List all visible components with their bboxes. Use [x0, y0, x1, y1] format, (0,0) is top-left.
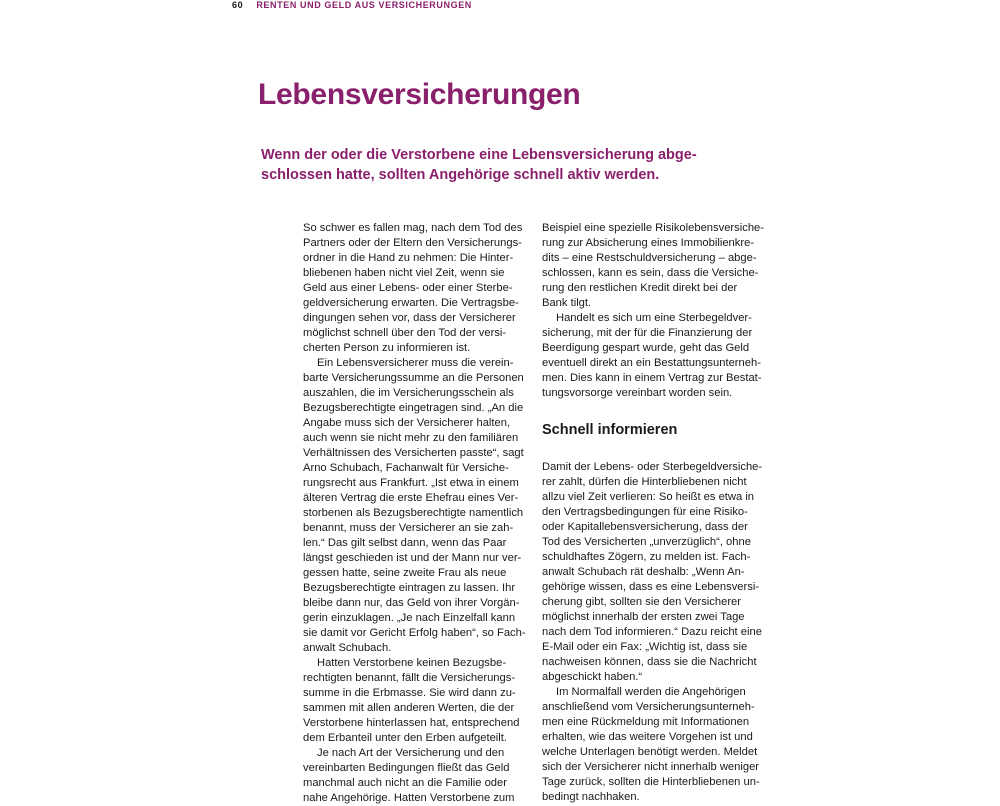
- lead-line: Wenn der oder die Verstorbene eine Lebensversicherung abge-: [261, 147, 697, 163]
- text-line: rungsrecht aus Frankfurt. „Ist etwa in einem: [303, 477, 519, 489]
- text-line: Beispiel eine spezielle Risikolebensversiche-: [542, 222, 764, 234]
- text-line: anwalt Schubach rät deshalb: „Wenn An-: [542, 566, 745, 578]
- text-line: vereinbarten Bedingungen fließt das Geld: [303, 762, 510, 774]
- text-line: ordner in die Hand zu nehmen: Die Hinter-: [303, 252, 514, 264]
- text-line: dem Erbanteil unter den Erben aufgeteilt.: [303, 732, 507, 744]
- text-line: oder Kapitallebensversicherung, dass der: [542, 521, 748, 533]
- text-line: sich der Versicherer nicht innerhalb weniger: [542, 761, 760, 773]
- text-line: dits – eine Restschuldversicherung – abge-: [542, 252, 757, 264]
- text-line: summe in die Erbmasse. Sie wird dann zu-: [303, 687, 516, 699]
- text-line: gerin einzuklagen. „Je nach Einzelfall kann: [303, 612, 516, 624]
- text-line: rung zur Absicherung eines Immobilienkre-: [542, 237, 755, 249]
- text-line: benannt, muss der Versicherer an sie zah-: [303, 522, 514, 534]
- text-line: len.“ Das gilt selbst dann, wenn das Paar: [303, 537, 507, 549]
- left-column: [303, 221, 526, 806]
- text-line: möglichst schnell über den Tod der versi-: [303, 327, 507, 339]
- text-line: E-Mail oder ein Fax: „Wichtig ist, dass sie: [542, 641, 748, 653]
- text-line: Tage zurück, sollten die Hinterbliebenen un-: [542, 776, 760, 788]
- text-line: bliebenen haben nicht viel Zeit, wenn sie: [303, 267, 505, 279]
- page-title: Lebensversicherungen: [258, 78, 581, 111]
- text-line: Geld aus einer Lebens- oder einer Sterbe-: [303, 282, 513, 294]
- text-line: Angabe muss sich der Versicherer halten,: [303, 417, 511, 429]
- text-line: Handelt es sich um eine Sterbegeldver-: [556, 312, 752, 324]
- text-line: manchmal auch nicht an die Familie oder: [303, 777, 507, 789]
- text-line: nach dem Tod informieren.“ Dazu reicht eine: [542, 626, 762, 638]
- text-line: anwalt Schubach.: [303, 642, 392, 654]
- text-line: So schwer es fallen mag, nach dem Tod des: [303, 222, 523, 234]
- text-line: welche Unterlagen benötigt werden. Meldet: [542, 746, 758, 758]
- text-line: Arno Schubach, Fachanwalt für Versiche-: [303, 462, 509, 474]
- text-line: sie damit vor Gericht Erfolg haben“, so Fach-: [303, 627, 526, 639]
- text-line: auszahlen, die im Versicherungsschein als: [303, 387, 514, 399]
- text-line: schuldhaftes Zögern, zu melden ist. Fach-: [542, 551, 751, 563]
- text-line: tungsvorsorge vereinbart worden sein.: [542, 387, 733, 399]
- running-head: [232, 0, 472, 11]
- right-column-top: [542, 221, 764, 401]
- text-line: cherung gibt, sollten sie den Versicherer: [542, 596, 742, 608]
- text-line: nachweisen können, dass sie die Nachricht: [542, 656, 757, 668]
- text-line: Damit der Lebens- oder Sterbegeldversiche-: [542, 461, 763, 473]
- text-line: Hatten Verstorbene keinen Bezugsbe-: [317, 657, 507, 669]
- text-line: bleibe dann nur, das Geld von ihrer Vorgän-: [303, 597, 520, 609]
- text-line: rechtigten benannt, fällt die Versicherungs-: [303, 672, 516, 684]
- text-line: barte Versicherungssumme an die Personen: [303, 372, 524, 384]
- text-line: abgeschickt haben.“: [542, 671, 643, 683]
- text-line: storbenen als Bezugsberechtigte namentlich: [303, 507, 524, 519]
- subheading: Schnell informieren: [542, 422, 678, 438]
- right-column-bottom: [542, 460, 764, 805]
- lead-paragraph: [261, 145, 697, 185]
- text-line: möglichst innerhalb der ersten zwei Tage: [542, 611, 745, 623]
- text-line: men eine Rückmeldung mit Informationen: [542, 716, 750, 728]
- text-line: rung den restlichen Kredit direkt bei der: [542, 282, 738, 294]
- text-line: schlossen, kann es sein, dass die Versiche-: [542, 267, 759, 279]
- lead-line: schlossen hatte, sollten Angehörige schnell aktiv werden.: [261, 167, 660, 183]
- text-line: Beerdigung gespart wurde, geht das Geld: [542, 342, 750, 354]
- text-line: gehörige wissen, dass es eine Lebensversi-: [542, 581, 760, 593]
- text-line: cherten Person zu informieren ist.: [303, 342, 471, 354]
- right-column: [542, 221, 764, 805]
- text-line: eventuell direkt an ein Bestattungsunterneh-: [542, 357, 761, 369]
- text-line: Bezugsberechtigte eingetragen sind. „An die: [303, 402, 524, 414]
- text-line: den Vertragsbedingungen für eine Risiko-: [542, 506, 748, 518]
- text-line: sicherung, mit der für die Finanzierung der: [542, 327, 753, 339]
- text-line: dingungen sehen vor, dass der Versicherer: [303, 312, 516, 324]
- text-line: rer zahlt, dürfen die Hinterbliebenen nicht: [542, 476, 747, 488]
- section-title: RENTEN UND GELD AUS VERSICHERUNGEN: [256, 0, 472, 10]
- text-line: Partners oder der Eltern den Versicherungs-: [303, 237, 522, 249]
- text-line: längst geschieden ist und der Mann nur ver-: [303, 552, 522, 564]
- text-line: Im Normalfall werden die Angehörigen: [556, 686, 746, 698]
- text-line: anschließend vom Versicherungsunterneh-: [542, 701, 755, 713]
- text-line: Bezugsberechtigte eintragen zu lassen. Ihr: [303, 582, 516, 594]
- text-line: Tod des Versicherten „unverzüglich“, ohne: [542, 536, 751, 548]
- text-line: nahe Angehörige. Hatten Verstorbene zum: [303, 792, 515, 804]
- text-line: allzu viel Zeit verlieren: So heißt es etwa in: [542, 491, 755, 503]
- text-line: gessen hatte, seine zweite Frau als neue: [303, 567, 507, 579]
- page-number: 60: [232, 0, 244, 10]
- text-line: men. Dies kann in einem Vertrag zur Bestat-: [542, 372, 762, 384]
- text-line: Verstorbene hinterlassen hat, entsprechend: [303, 717, 520, 729]
- text-line: älteren Vertrag die erste Ehefrau eines Ver-: [303, 492, 519, 504]
- text-line: Ein Lebensversicherer muss die verein-: [317, 357, 514, 369]
- text-line: sammen mit allen anderen Werten, die der: [303, 702, 515, 714]
- text-line: bedingt nachhaken.: [542, 791, 640, 803]
- text-line: erhalten, wie das weitere Vorgehen ist und: [542, 731, 753, 743]
- text-line: geldversicherung erwarten. Die Vertragsbe-: [303, 297, 519, 309]
- text-line: auch wenn sie nicht mehr zu den familiären: [303, 432, 519, 444]
- text-line: Bank tilgt.: [542, 297, 592, 309]
- text-line: Verhältnissen des Versicherten passte“, sagt: [303, 447, 524, 459]
- text-line: Je nach Art der Versicherung und den: [317, 747, 505, 759]
